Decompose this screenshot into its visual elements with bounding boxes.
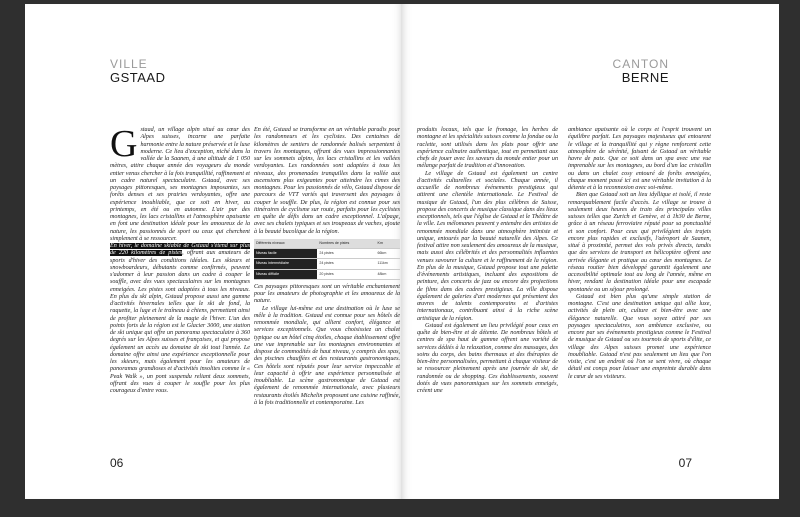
paragraph: Le village de Gstaad est également un centre d'activités culturelles et sociales. Chaque année, il accueille de nombreux événements prestigieux qui attirent une clientèle internationale. Le Festival de musique de Gstaad, l'un des plus célèbres de Suisse, propose des concerts de musique classique dans des lieux exceptionnels, tels que l'église de Gstaad et le Théâtre de la ville. Les mélomanes peuvent y entendre des artistes de renommée mondiale dans une atmosphère intimiste et unique, entourés par la beauté naturelle des Alpes. Ce festival attire non seulement des amoureux de la musique, mais aussi des célébrités et des personnalités influentes venues savourer la culture et le raffinement de la région. En plus de la musique, Gstaad propose tout une palette d'événements artistiques, incluant des expositions de peinture, des concerts de jazz ou encore des projections de films dans des cadres prestigieux. La ville dispose également de galeries d'art modernes qui présentent des œuvres de talents contemporains et d'artistes internationaux, contribuant ainsi à la riche scène artistique de la région. [417,170,558,322]
table-row [254,269,400,279]
slopes-table [254,239,400,280]
table-cell: 48km [376,269,400,279]
table-header-cell: Km [376,239,400,249]
section-label: VILLE [110,57,148,71]
paragraph: Ces paysages pittoresques sont un véritable enchantement pour les amateurs de photographie et les amoureux de la nature. [254,283,400,305]
paragraph: En été, Gstaad se transforme en un véritable paradis pour les randonneurs et les cyclistes. Des centaines de kilomètres de sentiers de randonnée balisés serpentent à travers les montagnes, offrant des vues impressionnantes sur les sommets alpins, les lacs cristallins et les vallées verdoyantes. Les randonnées sont adaptées à tous les niveaux, des promenades tranquilles dans la vallée aux ascensions plus exigeantes pour atteindre les cimes des montagnes. Pour les passionnés de vélo, Gstaad dispose de parcours de VTT variés qui traversent des paysages à couper le souffle. De plus, la région est connue pour ses itinéraires de cyclisme sur route, parfaits pour les cyclistes en quête de défis dans un cadre exceptionnel. L'alpage, avec ses chalets typiques et ses troupeaux de vaches, ajoute à la beauté bucolique de la région. [254,127,400,235]
drop-cap: G [110,123,138,165]
page-title: BERNE [621,70,669,85]
paragraph: ambiance apaisante où le corps et l'esprit trouvent un équilibre parfait. Les paysages majestueux qui entourent le village et la tranquillité qui y règne renforcent cette atmosphère de sérénité, faisant de Gstaad un véritable havre de paix. Que ce soit dans un spa avec une vue imprenable sur les montagnes, au bord d'un lac cristallin ou dans un chalet cosy entouré de forêts enneigées, chaque moment passé ici est une véritable invitation à la détente et à la reconnexion avec soi-même. [568,127,711,191]
paragraph [110,243,250,395]
table-header-cell: Différents niveaux [254,239,317,249]
table-cell: Niveau facile [254,249,317,259]
paragraph [110,123,250,243]
table-cell: 24 pistes [317,259,375,269]
paragraph-text: , offrant aux amateurs de sports d'hiver des conditions idéales. Les skieurs et snowboardeurs, débutants comme confirmés, peuvent s'adonner à leur passion dans un cadre à couper le souffle, avec des vues spectaculaires sur les montagnes enneigées. Les pistes sont adaptées à tous les niveaux. En plus du ski alpin, Gstaad propose aussi une gamme d'activités hivernales telles que le ski de fond, la raquette, la luge et le traîneau à chiens, permettant ainsi de profiter pleinement de la magie de l'hiver. L'un des points forts de la région est le Glacier 3000, une station de ski unique qui offre un panorama spectaculaire à 360 degrés sur les Alpes suisses et françaises, et qui propose également un accès au domaine de ski tout l'année. Le domaine offre ainsi une expérience exceptionnelle pour les skieurs, mais également pour les amateurs de panoramas grandioses et d'activités insolites comme le « Peak Walk », un pont suspendu reliant deux sommets, offrant des vues à couper le souffle pour les plus courageux d'entre vous. [110,250,250,394]
paragraph: Gstaad est également un lieu privilégié pour ceux en quête de bien-être et de détente. De nombreux hôtels et centres de spa haut de gamme offrent une variété de services dédiés à la relaxation, comme des massages, des soins du corps, des bains thermaux et des thérapies de bien-être personnalisées, permettant à chaque visiteur de se ressourcer pleinement après une journée de ski, de randonnée ou de shopping. Ces établissements, souvent dotés de vues panoramiques sur les sommets enneigés, créent une [417,322,558,394]
table-cell: 111km [376,259,400,269]
table-row [254,259,400,269]
paragraph: Le village lui-même est une destination où le luxe se mêle à la tradition. Gstaad est connue pour ses hôtels de renommée mondiale, qui allient confort, élégance et services exceptionnels. Que vous choisissiez un chalet typique ou un hôtel cinq étoiles, chaque établissement offre une vue imprenable sur les montagnes environnantes et dispose de commodités de haut niveau, y compris des spas, des piscines chauffées et des restaurants gastronomiques. Ces hôtels sont réputés pour leur service impeccable et leur capacité à offrir une expérience personnalisée et inoubliable. La scène gastronomique de Gstaad est également de renommée internationale, avec plusieurs restaurants étoilés Michelin proposant une cuisine raffinée, à la fois traditionnelle et contemporaine. Les [254,305,400,406]
table-header-cell: Nombres de pistes [317,239,375,249]
table-cell: 20 pistes [317,269,375,279]
page-number: 06 [110,456,124,470]
text-column-4 [568,127,711,381]
page-title: GSTAAD [110,70,166,85]
section-label: CANTON [612,57,669,71]
table-header-row [254,239,400,249]
right-page [401,4,779,499]
table-cell: 66km [376,249,400,259]
text-column-1 [110,123,250,395]
text-column-2 [254,127,400,407]
paragraph: Bien que Gstaad soit un lieu idyllique et isolé, il reste remarquablement facile d'accès. Le village se trouve à seulement deux heures de train des principales villes suisses telles que Zurich et Genève, et à 1h30 de Berne, grâce à un réseau ferroviaire réputé pour sa ponctualité et son confort. Pour ceux qui privilégient des trajets encore plus rapides et exclusifs, l'aéroport de Saanen, situé à proximité, permet des vols privés directs, tandis que des services de transport en hélicoptère offrent une arrivée élégante et pratique au cœur des montagnes. Le réseau routier bien développé garantit également une accessibilité optimale tout au long de l'année, même en hiver, rendant la destination idéale pour une escapade spontanée ou un séjour prolongé. [568,192,711,293]
paragraph: produits locaux, tels que le fromage, les herbes de montagne et les spécialités suisses comme la fondue ou la raclette, sont utilisés dans les plats pour offrir une expérience culinaire authentique, tout en permettant aux chefs de jouer avec les saveurs du monde entier pour un mélange parfait de tradition et d'innovation. [417,127,558,170]
highlighted-text: En hiver, le domaine skiable de Gstaad s'étend sur plus de 220 kilomètres de pistes [110,243,250,257]
table-cell: Niveau difficile [254,269,317,279]
table-row [254,249,400,259]
table-cell: Niveau intermédiaire [254,259,317,269]
left-page [25,4,403,499]
paragraph: Gstaad est bien plus qu'une simple station de montagne. C'est une destination unique qui allie luxe, activités de plein air, culture et bien-être avec une élégance naturelle. Que vous soyez attiré par ses paysages spectaculaires, son ambiance exclusive, ou encore par ses événements prestigieux comme le Festival de musique de Gstaad ou ses tournois de sports d'élite, ce village des Alpes suisses promet une expérience inoubliable. Gstaad n'est pas seulement un lieu que l'on visite, c'est un endroit où l'on se sent vivre, où chaque détail est conçu pour laisser une empreinte durable dans le cœur de ses visiteurs. [568,293,711,380]
page-number: 07 [678,456,692,470]
text-column-3 [417,127,558,395]
paragraph-text: staad, un village alpin situé au cœur des Alpes suisses, incarne une parfaite harmonie entre la nature préservée et le luxe moderne. Ce lieu d'exception, niché dans la vallée de la Saanen, à une altitude de 1 050 mètres, attire chaque année des voyageurs du monde entier venus chercher à la fois tranquillité, raffinement et un cadre naturel spectaculaire. Gstaad, avec ses paysages pittoresques, ses montagnes imposantes, ses forêts denses et ses prairies verdoyantes, offre une expérience inoubliable, que ce soit en hiver, au printemps, en été ou en automne. L'air pur des montagnes, les lacs cristallins et l'atmosphère apaisante en font une destination idéale pour les amoureux de la nature, les passionnés de sport ou ceux qui cherchent simplement à se ressourcer. [110,127,250,242]
table-cell: 24 pistes [317,249,375,259]
